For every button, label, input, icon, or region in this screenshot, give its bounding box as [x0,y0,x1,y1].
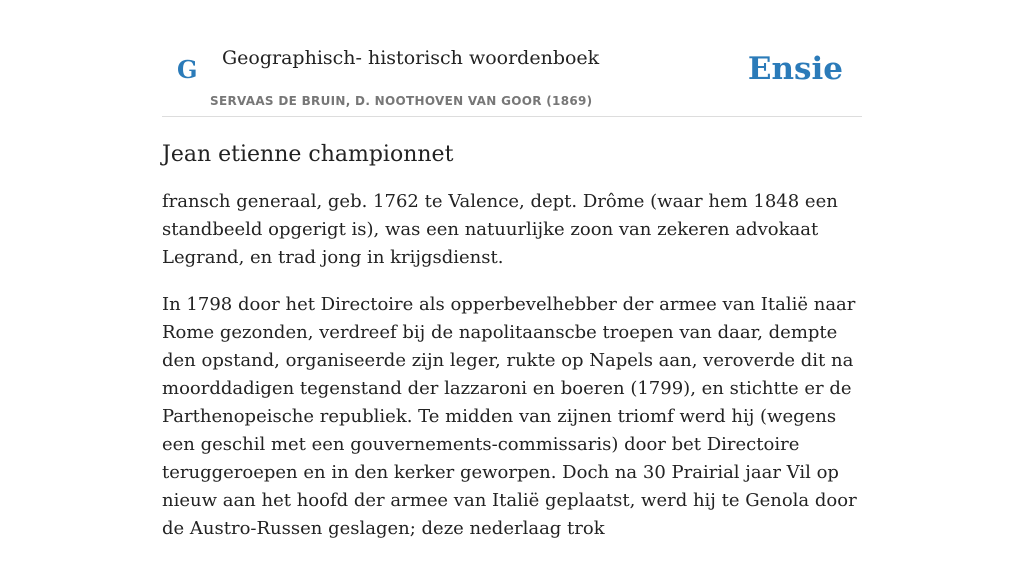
ensie-logo[interactable]: Ensie [747,51,843,87]
entry-title: Jean etienne championnet [162,142,454,167]
book-title[interactable]: Geographisch- historisch woordenboek [222,47,600,69]
entry-paragraph: In 1798 door het Directoire als opperbevelhebber der armee van Italië naar Rome gezonden, verdreef bij de napolitaanscbe troepen van daar, dempte den opstand, organiseerde zijn leger, rukte op Napels aan, veroverde dit na moorddadigen tegenstand der lazzaroni en boeren (1799), en stichtte er de Parthenopeische republiek. Te midden van zijnen triomf werd hij (wegens een geschil met een gouvernements-commissaris) door bet Directoire teruggeroepen en in den kerker geworpen. Doch na 30 Prairial jaar Vil op nieuw aan het hoofd der armee van Italië geplaatst, werd hij te Genola door de Austro-Russen geslagen; deze nederlaag trok [162,294,857,539]
entry-article [162,138,862,562]
book-authors: SERVAAS DE BRUIN, D. NOOTHOVEN VAN GOOR (1869) [210,94,593,108]
entry-paragraph: fransch generaal, geb. 1762 te Valence, dept. Drôme (waar hem 1848 een standbeeld opgerigt is), was een natuurlijke zoon van zekeren advokaat Legrand, en trad jong in krijgsdienst. [162,191,838,268]
book-header [162,0,862,117]
book-letter-icon: G [177,55,198,84]
